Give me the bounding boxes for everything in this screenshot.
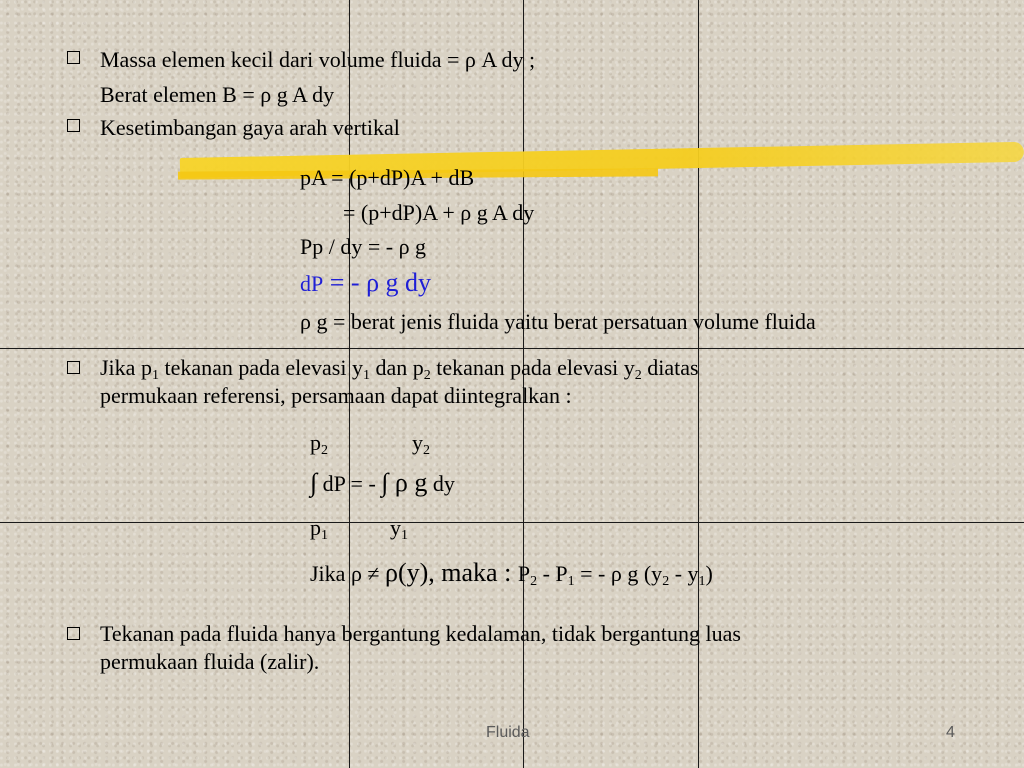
page-number: 4 bbox=[946, 724, 955, 741]
integral-upper-y-sub: 2 bbox=[423, 443, 430, 458]
footer-title: Fluida bbox=[486, 724, 530, 741]
equation-5: ρ g = berat jenis fluida yaitu berat persatuan volume fluida bbox=[300, 309, 816, 334]
conclusion-d: - P bbox=[537, 561, 568, 586]
integral-sign-icon: ∫ bbox=[310, 468, 318, 497]
conclusion-f: - y bbox=[669, 561, 699, 586]
integral-upper-y bbox=[412, 430, 430, 464]
integral-mid-1: dP = - bbox=[317, 471, 382, 496]
b3-sub-3: 2 bbox=[423, 368, 431, 383]
equation-4-rhs: = - ρ g dy bbox=[323, 268, 432, 297]
conclusion-a: Jika ρ ≠ bbox=[310, 561, 385, 586]
conclusion-c-sub: 2 bbox=[530, 574, 538, 589]
bullet-4-line-1: Tekanan pada fluida hanya bergantung kedalaman, tidak bergantung luas bbox=[100, 621, 741, 646]
conclusion-b: ρ(y), maka : bbox=[385, 558, 518, 587]
equation-4-dp: dP bbox=[300, 271, 324, 296]
bullet-2-text: Kesetimbangan gaya arah vertikal bbox=[100, 115, 400, 140]
bullet-box-icon bbox=[67, 361, 80, 374]
integral-lower-y bbox=[390, 515, 408, 549]
b3-text-3: dan p bbox=[369, 355, 424, 380]
integral-sign-icon: ∫ bbox=[381, 468, 389, 497]
grid-horizontal-line-2 bbox=[0, 522, 1024, 523]
b3-sub-2: 1 bbox=[362, 368, 370, 383]
integral-upper-p-sub: 2 bbox=[321, 443, 328, 458]
bullet-box-icon bbox=[67, 119, 80, 132]
equation-1: pA = (p+dP)A + dB bbox=[300, 165, 475, 190]
bullet-box-icon bbox=[67, 51, 80, 64]
bullet-box-icon bbox=[67, 627, 80, 640]
bullet-4-line-2: permukaan fluida (zalir). bbox=[100, 649, 320, 674]
integral-lower-p-text: p bbox=[310, 515, 321, 540]
b3-text-5: diatas bbox=[641, 355, 699, 380]
conclusion-e: = - ρ g (y bbox=[574, 561, 663, 586]
integral-equation bbox=[310, 470, 455, 497]
integral-upper-p bbox=[310, 430, 328, 464]
grid-horizontal-line-1 bbox=[0, 348, 1024, 349]
integral-upper-p-text: p bbox=[310, 430, 321, 455]
conclusion-f-sub: 1 bbox=[698, 574, 706, 589]
conclusion-e-sub: 2 bbox=[662, 574, 670, 589]
conclusion-c: P bbox=[517, 561, 531, 586]
b3-text-1: Jika p bbox=[100, 355, 152, 380]
integral-lower-p bbox=[310, 515, 328, 549]
equation-4 bbox=[300, 270, 431, 297]
integral-mid-3: dy bbox=[427, 471, 455, 496]
integral-upper-y-text: y bbox=[412, 430, 423, 455]
conclusion-line bbox=[310, 560, 713, 595]
b3-sub-4: 2 bbox=[634, 368, 642, 383]
b3-text-4: tekanan pada elevasi y bbox=[430, 355, 635, 380]
integral-mid-2: ρ g bbox=[388, 468, 428, 497]
conclusion-g: ) bbox=[705, 561, 713, 586]
conclusion-d-sub: 1 bbox=[567, 574, 575, 589]
equation-2: = (p+dP)A + ρ g A dy bbox=[343, 200, 535, 225]
b3-text-2: tekanan pada elevasi y bbox=[158, 355, 363, 380]
bullet-1-line-2: Berat elemen B = ρ g A dy bbox=[100, 82, 335, 107]
equation-3: Pp / dy = - ρ g bbox=[300, 234, 427, 259]
integral-lower-y-sub: 1 bbox=[401, 528, 408, 543]
bullet-3-line-2: permukaan referensi, persamaan dapat diintegralkan : bbox=[100, 383, 572, 408]
integral-lower-p-sub: 1 bbox=[321, 528, 328, 543]
bullet-1-line-1: Massa elemen kecil dari volume fluida = ρ A dy ; bbox=[100, 47, 536, 72]
b3-sub-1: 1 bbox=[151, 368, 159, 383]
integral-lower-y-text: y bbox=[390, 515, 401, 540]
